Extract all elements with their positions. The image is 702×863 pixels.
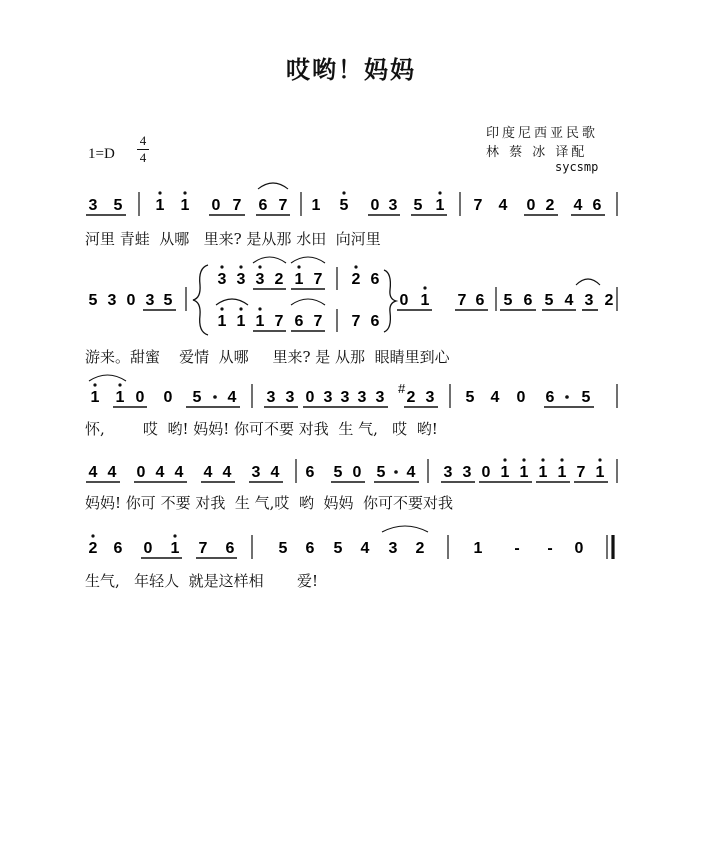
note: 3 bbox=[217, 271, 227, 288]
note: 4 bbox=[406, 464, 416, 481]
note: 3 bbox=[236, 271, 246, 288]
note: 1 bbox=[557, 464, 567, 481]
octave-dot bbox=[503, 458, 506, 461]
note: 0 bbox=[516, 389, 526, 406]
meter-top: 4 bbox=[139, 133, 147, 148]
note: 0 bbox=[481, 464, 491, 481]
note: 7 bbox=[232, 197, 242, 214]
origin-credit: 印度尼西亚民歌 bbox=[486, 126, 599, 141]
octave-dot bbox=[423, 286, 426, 289]
octave-dot bbox=[239, 265, 242, 268]
note: 5 bbox=[333, 464, 343, 481]
note: 5 bbox=[581, 389, 591, 406]
note: 1 bbox=[236, 313, 246, 330]
octave-dot bbox=[258, 265, 261, 268]
octave-dot bbox=[91, 534, 94, 537]
lyrics-line-1: 河里 青蛙 从哪 里来? 是从那 水田 向河里 bbox=[85, 230, 381, 248]
note: 1 bbox=[170, 540, 180, 557]
note: 4 bbox=[490, 389, 500, 406]
note: 1 bbox=[473, 540, 483, 557]
divisi-brace-right bbox=[384, 270, 396, 332]
note: 4 bbox=[222, 464, 232, 481]
octave-dot bbox=[598, 458, 601, 461]
note: 3 bbox=[107, 292, 117, 309]
note: 3 bbox=[251, 464, 261, 481]
note: 3 bbox=[388, 540, 398, 557]
note: 5 bbox=[465, 389, 475, 406]
note: 4 bbox=[107, 464, 117, 481]
note: 5 bbox=[113, 197, 123, 214]
note: 7 bbox=[278, 197, 288, 214]
note: 3 bbox=[375, 389, 385, 406]
octave-dot bbox=[173, 534, 176, 537]
note: 5 bbox=[163, 292, 173, 309]
slur bbox=[576, 279, 600, 285]
note: 1 bbox=[294, 271, 304, 288]
note: 2 bbox=[415, 540, 425, 557]
note: 0 bbox=[211, 197, 221, 214]
note: 6 bbox=[294, 313, 304, 330]
note: 1 bbox=[255, 313, 265, 330]
note: 1 bbox=[115, 389, 125, 406]
note: 6 bbox=[592, 197, 602, 214]
note: 6 bbox=[370, 313, 380, 330]
note: 5 bbox=[339, 197, 349, 214]
note: - bbox=[547, 540, 553, 557]
note: 7 bbox=[198, 540, 208, 557]
note: 4 bbox=[573, 197, 583, 214]
note: 6 bbox=[258, 197, 268, 214]
note: 6 bbox=[523, 292, 533, 309]
note: 3 bbox=[340, 389, 350, 406]
note: 2 bbox=[545, 197, 555, 214]
octave-dot bbox=[158, 191, 161, 194]
note: 3 bbox=[462, 464, 472, 481]
note: 4 bbox=[564, 292, 574, 309]
note: 0 bbox=[399, 292, 409, 309]
note: 4 bbox=[203, 464, 213, 481]
octave-dot bbox=[560, 458, 563, 461]
note: 0 bbox=[526, 197, 536, 214]
note: 0 bbox=[370, 197, 380, 214]
note: 3 bbox=[443, 464, 453, 481]
note: 5 bbox=[413, 197, 423, 214]
octave-dot bbox=[541, 458, 544, 461]
slur bbox=[258, 183, 288, 189]
note: 1 bbox=[595, 464, 605, 481]
song-title: 哎哟！妈妈 bbox=[286, 55, 416, 84]
note: 3 bbox=[388, 197, 398, 214]
slur bbox=[253, 257, 286, 263]
slur bbox=[291, 299, 325, 305]
note: 0 bbox=[163, 389, 173, 406]
note: 0 bbox=[126, 292, 136, 309]
note: 1 bbox=[500, 464, 510, 481]
note: 7 bbox=[457, 292, 467, 309]
octave-dot bbox=[297, 265, 300, 268]
note: 1 bbox=[519, 464, 529, 481]
note: 3 bbox=[357, 389, 367, 406]
slur bbox=[382, 526, 428, 532]
lyrics-line-5: 生气, 年轻人 就是这样相 爱! bbox=[85, 572, 319, 590]
note: 1 bbox=[538, 464, 548, 481]
divisi-brace bbox=[193, 265, 208, 335]
note: 3 bbox=[88, 197, 98, 214]
augmentation-dot bbox=[565, 395, 569, 399]
octave-dot bbox=[438, 191, 441, 194]
meter-bottom: 4 bbox=[139, 150, 147, 165]
octave-dot bbox=[183, 191, 186, 194]
note: 5 bbox=[503, 292, 513, 309]
note: 2 bbox=[604, 292, 614, 309]
note: 4 bbox=[360, 540, 370, 557]
note: 6 bbox=[305, 540, 315, 557]
translator-credit: 林 蔡 冰 译配 bbox=[486, 145, 588, 160]
note: 1 bbox=[90, 389, 100, 406]
note: 7 bbox=[274, 313, 284, 330]
note: 0 bbox=[143, 540, 153, 557]
note: 2 bbox=[351, 271, 361, 288]
note: 5 bbox=[376, 464, 386, 481]
octave-dot bbox=[93, 383, 96, 386]
note: 0 bbox=[574, 540, 584, 557]
note: 2 bbox=[406, 389, 416, 406]
octave-dot bbox=[342, 191, 345, 194]
lyrics-line-2: 游来。甜蜜 爱情 从哪 里来? 是 从那 眼睛里到心 bbox=[85, 348, 450, 366]
octave-dot bbox=[354, 265, 357, 268]
augmentation-dot bbox=[394, 470, 398, 474]
key-signature: 1=D bbox=[88, 146, 115, 162]
note: 6 bbox=[305, 464, 315, 481]
note: 3 bbox=[255, 271, 265, 288]
note: 6 bbox=[225, 540, 235, 557]
octave-dot bbox=[239, 307, 242, 310]
note: 6 bbox=[113, 540, 123, 557]
note: 7 bbox=[313, 271, 323, 288]
note: 1 bbox=[180, 197, 190, 214]
lyrics-line-3: 怀, 哎 哟! 妈妈! 你可不要 对我 生 气, 哎 哟! bbox=[85, 420, 438, 438]
note: 2 bbox=[88, 540, 98, 557]
note: 0 bbox=[352, 464, 362, 481]
note: 1 bbox=[420, 292, 430, 309]
note: 0 bbox=[305, 389, 315, 406]
note: 4 bbox=[88, 464, 98, 481]
note: 4 bbox=[270, 464, 280, 481]
note: 1 bbox=[217, 313, 227, 330]
note: 4 bbox=[498, 197, 508, 214]
note: 7 bbox=[313, 313, 323, 330]
octave-dot bbox=[220, 265, 223, 268]
note: 1 bbox=[155, 197, 165, 214]
note: 5 bbox=[333, 540, 343, 557]
note: 1 bbox=[435, 197, 445, 214]
note: 6 bbox=[475, 292, 485, 309]
note: 7 bbox=[576, 464, 586, 481]
note: 3 bbox=[266, 389, 276, 406]
note: 6 bbox=[545, 389, 555, 406]
augmentation-dot bbox=[213, 395, 217, 399]
source-tag: sycsmp bbox=[555, 160, 599, 174]
note: 5 bbox=[278, 540, 288, 557]
sharp-sign: # bbox=[398, 381, 406, 396]
note: 0 bbox=[136, 464, 146, 481]
note: - bbox=[514, 540, 520, 557]
note: 7 bbox=[473, 197, 483, 214]
note: 1 bbox=[311, 197, 321, 214]
note: 5 bbox=[88, 292, 98, 309]
note: 2 bbox=[274, 271, 284, 288]
note: 5 bbox=[544, 292, 554, 309]
note: 4 bbox=[227, 389, 237, 406]
octave-dot bbox=[258, 307, 261, 310]
octave-dot bbox=[522, 458, 525, 461]
note: 4 bbox=[174, 464, 184, 481]
note: 3 bbox=[145, 292, 155, 309]
lyrics-line-4: 妈妈! 你可 不要 对我 生 气,哎 哟 妈妈 你可不要对我 bbox=[85, 494, 454, 512]
note: 7 bbox=[351, 313, 361, 330]
slur bbox=[216, 299, 248, 305]
note: 0 bbox=[135, 389, 145, 406]
note: 5 bbox=[192, 389, 202, 406]
note: 4 bbox=[155, 464, 165, 481]
note: 3 bbox=[584, 292, 594, 309]
note: 3 bbox=[425, 389, 435, 406]
octave-dot bbox=[220, 307, 223, 310]
note: 6 bbox=[370, 271, 380, 288]
octave-dot bbox=[118, 383, 121, 386]
slur bbox=[89, 375, 126, 381]
slur bbox=[291, 257, 325, 263]
note: 3 bbox=[323, 389, 333, 406]
note: 3 bbox=[285, 389, 295, 406]
